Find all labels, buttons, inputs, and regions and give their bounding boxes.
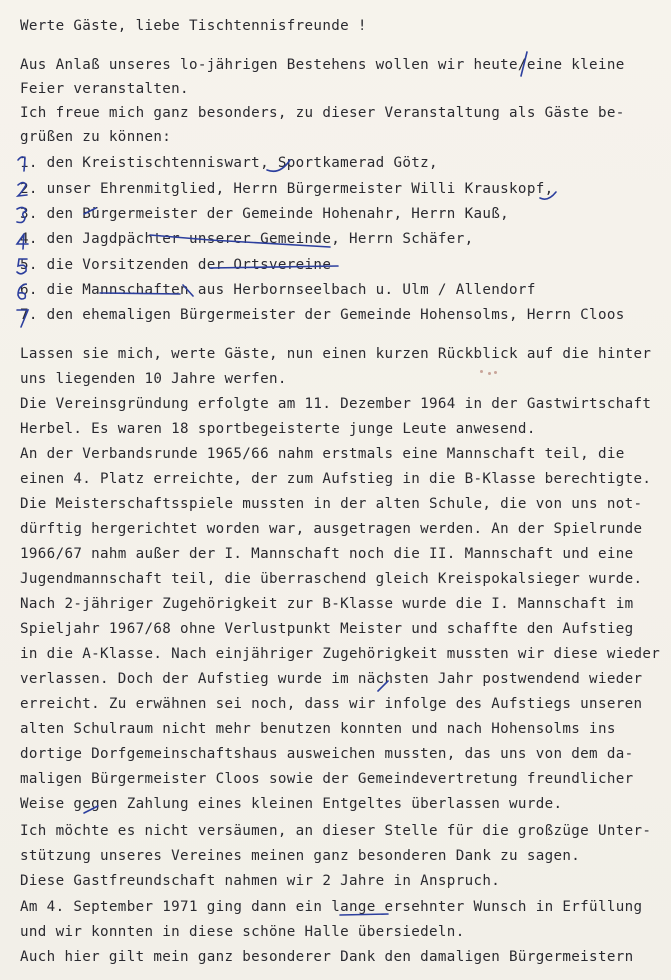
body-line: maligen Bürgermeister Cloos sowie der Gemeindevertretung freundlicher <box>20 771 634 787</box>
intro-line: Feier veranstalten. <box>20 81 189 97</box>
body-line: An der Verbandsrunde 1965/66 nahm erstmals eine Mannschaft teil, die <box>20 446 625 462</box>
paper-speck <box>480 370 483 373</box>
guest-list-item: 7. den ehemaligen Bürgermeister der Gemeinde Hohensolms, Herrn Cloos <box>20 307 625 323</box>
paper-speck <box>494 371 497 374</box>
body-line: in die A-Klasse. Nach einjähriger Zugehörigkeit mussten wir diese wieder <box>20 646 661 662</box>
body-line: Herbel. Es waren 18 sportbegeisterte junge Leute anwesend. <box>20 421 536 437</box>
body-line: Lassen sie mich, werte Gäste, nun einen kurzen Rückblick auf die hinter <box>20 346 652 362</box>
intro-line: grüßen zu können: <box>20 129 172 145</box>
body-line: einen 4. Platz erreichte, der zum Aufstieg in die B-Klasse berechtigte. <box>20 471 652 487</box>
greeting-line: Werte Gäste, liebe Tischtennisfreunde ! <box>20 18 367 34</box>
body-line: Spieljahr 1967/68 ohne Verlustpunkt Meister und schaffte den Aufstieg <box>20 621 634 637</box>
body-line: stützung unseres Vereines meinen ganz besonderen Dank zu sagen. <box>20 848 581 864</box>
body-line: dürftig hergerichtet worden war, ausgetragen werden. An der Spielrunde <box>20 521 643 537</box>
body-line: Ich möchte es nicht versäumen, an dieser Stelle für die großzüge Unter- <box>20 823 652 839</box>
guest-list-item: 3. den Bürgermeister der Gemeinde Hohenahr, Herrn Kauß, <box>20 206 510 222</box>
body-line: Weise gegen Zahlung eines kleinen Entgeltes überlassen wurde. <box>20 796 563 812</box>
body-line: Die Vereinsgründung erfolgte am 11. Dezember 1964 in der Gastwirtschaft <box>20 396 652 412</box>
paper-speck <box>488 372 491 375</box>
body-line: 1966/67 nahm außer der I. Mannschaft noch die II. Mannschaft und eine <box>20 546 634 562</box>
body-line: Diese Gastfreundschaft nahmen wir 2 Jahre in Anspruch. <box>20 873 501 889</box>
body-line: alten Schulraum nicht mehr benutzen konnten und nach Hohensolms ins <box>20 721 616 737</box>
body-line: Am 4. September 1971 ging dann ein lange ersehnter Wunsch in Erfüllung <box>20 899 643 915</box>
guest-list-item: 1. den Kreistischtenniswart, Sportkamerad Götz, <box>20 155 438 171</box>
body-line: Jugendmannschaft teil, die überraschend gleich Kreispokalsieger wurde. <box>20 571 643 587</box>
body-line: und wir konnten in diese schöne Halle übersiedeln. <box>20 924 465 940</box>
guest-list-item: 2. unser Ehrenmitglied, Herrn Bürgermeister Willi Krauskopf, <box>20 181 554 197</box>
guest-list-item: 6. die Mannschaften aus Herbornseelbach u. Ulm / Allendorf <box>20 282 536 298</box>
intro-line: Ich freue mich ganz besonders, zu dieser Veranstaltung als Gäste be- <box>20 105 625 121</box>
body-line: uns liegenden 10 Jahre werfen. <box>20 371 287 387</box>
body-line: erreicht. Zu erwähnen sei noch, dass wir infolge des Aufstiegs unseren <box>20 696 643 712</box>
intro-line: Aus Anlaß unseres lo-jährigen Bestehens wollen wir heute/eine kleine <box>20 57 625 73</box>
body-line: verlassen. Doch der Aufstieg wurde im nächsten Jahr postwendend wieder <box>20 671 643 687</box>
guest-list-item: 5. die Vorsitzenden der Ortsvereine <box>20 257 332 273</box>
body-line: Die Meisterschaftsspiele mussten in der alten Schule, die von uns not- <box>20 496 643 512</box>
body-line: Auch hier gilt mein ganz besonderer Dank den damaligen Bürgermeistern <box>20 949 634 965</box>
body-line: Nach 2-jähriger Zugehörigkeit zur B-Klasse wurde die I. Mannschaft im <box>20 596 634 612</box>
body-line: dortige Dorfgemeinschaftshaus ausweichen mussten, das uns von dem da- <box>20 746 634 762</box>
guest-list-item: 4. den Jagdpächter unserer Gemeinde, Herrn Schäfer, <box>20 231 474 247</box>
